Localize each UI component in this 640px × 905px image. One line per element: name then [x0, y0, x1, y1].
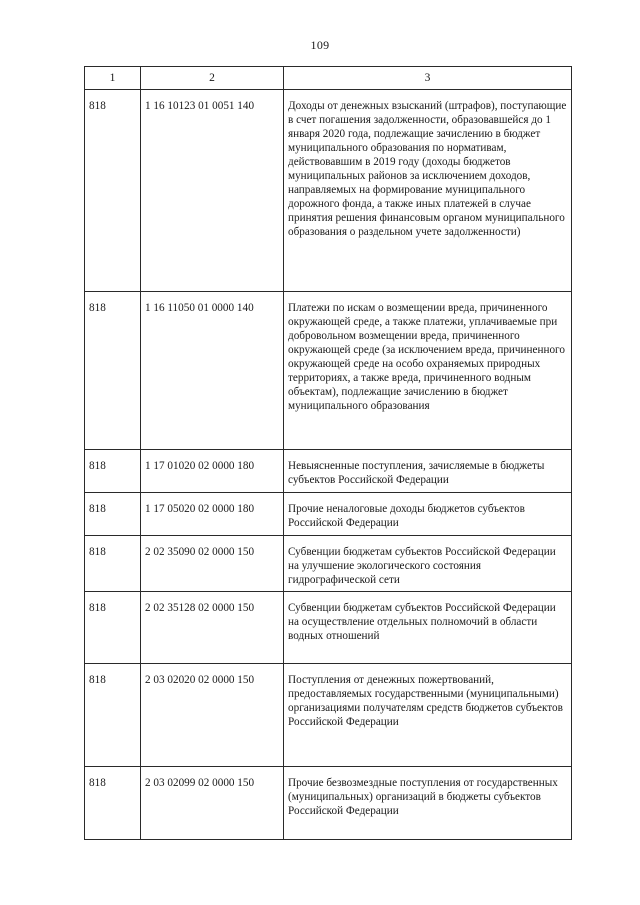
- table-row: [85, 664, 572, 767]
- revenue-name-cell: Доходы от денежных взысканий (штрафов), поступающие в счет погашения задолженности, образовавшейся до 1 января 2020 года, подлежащие зачислению в бюджет муниципального образования по нормативам, действовавшим в 2019 году (доходы бюджетов муниципальных районов за исключением доходов, направляемых на формирование муниципального дорожного фонда, а также иных платежей в случае принятия решения финансовым органом муниципального образования о раздельном учете задолженности): [284, 90, 572, 292]
- revenue-name-cell: Субвенции бюджетам субъектов Российской Федерации на улучшение экологического состояния гидрографической сети: [284, 536, 572, 592]
- budget-code-cell: 2 02 35128 02 0000 150: [141, 592, 284, 664]
- admin-code-cell: 818: [85, 536, 141, 592]
- admin-code-cell: 818: [85, 592, 141, 664]
- table-row: [85, 767, 572, 840]
- page-number: 109: [310, 38, 330, 52]
- revenue-name-cell: Платежи по искам о возмещении вреда, причиненного окружающей среде, а также платежи, уплачиваемые при добровольном возмещении вреда, причиненного окружающей среде (за исключением вреда, причиненного окружающей среде на особо охраняемых природных территориях, а также вреда, причиненного водным объектам), подлежащие зачислению в бюджет муниципального образования: [284, 292, 572, 450]
- admin-code-cell: 818: [85, 493, 141, 536]
- admin-code-cell: 818: [85, 450, 141, 493]
- budget-code-cell: 2 03 02099 02 0000 150: [141, 767, 284, 840]
- table-header-row: [85, 67, 572, 90]
- budget-code-cell: 1 16 10123 01 0051 140: [141, 90, 284, 292]
- table-row: [85, 536, 572, 592]
- revenue-name-cell: Прочие безвозмездные поступления от государственных (муниципальных) организаций в бюджеты субъектов Российской Федерации: [284, 767, 572, 840]
- budget-revenue-table: [84, 66, 572, 840]
- table-row: [85, 450, 572, 493]
- header-cell-1: 1: [85, 67, 141, 90]
- admin-code-cell: 818: [85, 90, 141, 292]
- budget-code-cell: 1 17 01020 02 0000 180: [141, 450, 284, 493]
- header-cell-3: 3: [284, 67, 572, 90]
- admin-code-cell: 818: [85, 767, 141, 840]
- header-cell-2: 2: [141, 67, 284, 90]
- table-row: [85, 292, 572, 450]
- budget-code-cell: 1 16 11050 01 0000 140: [141, 292, 284, 450]
- budget-code-cell: 2 03 02020 02 0000 150: [141, 664, 284, 767]
- revenue-name-cell: Прочие неналоговые доходы бюджетов субъектов Российской Федерации: [284, 493, 572, 536]
- admin-code-cell: 818: [85, 664, 141, 767]
- revenue-name-cell: Невыясненные поступления, зачисляемые в бюджеты субъектов Российской Федерации: [284, 450, 572, 493]
- admin-code-cell: 818: [85, 292, 141, 450]
- budget-code-cell: 1 17 05020 02 0000 180: [141, 493, 284, 536]
- table-row: [85, 493, 572, 536]
- revenue-name-cell: Субвенции бюджетам субъектов Российской Федерации на осуществление отдельных полномочий в области водных отношений: [284, 592, 572, 664]
- revenue-name-cell: Поступления от денежных пожертвований, предоставляемых государственными (муниципальными) организациями получателям средств бюджетов субъектов Российской Федерации: [284, 664, 572, 767]
- table-row: [85, 90, 572, 292]
- table-row: [85, 592, 572, 664]
- budget-code-cell: 2 02 35090 02 0000 150: [141, 536, 284, 592]
